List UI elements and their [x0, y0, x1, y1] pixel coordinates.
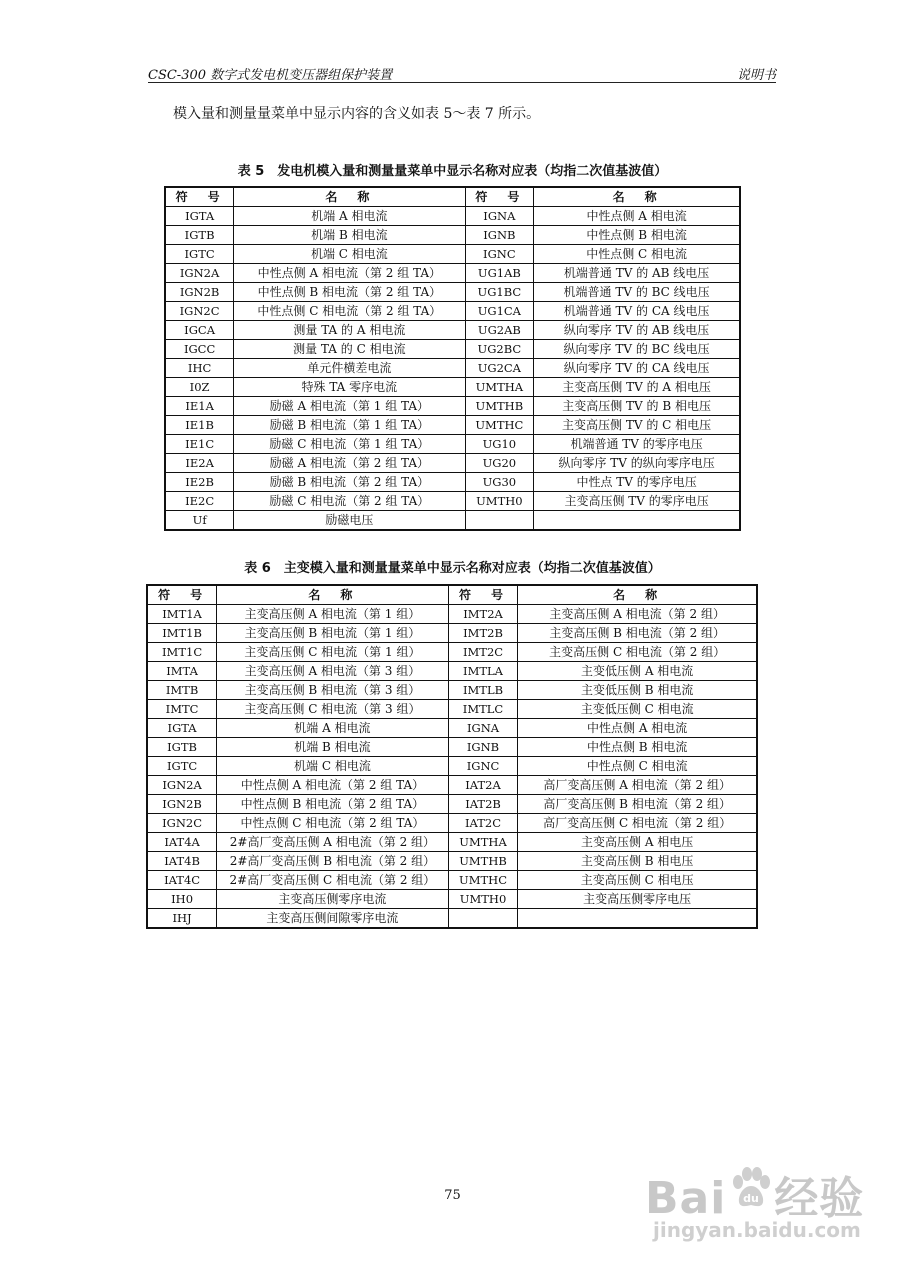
table6-name-cell: 主变高压侧 A 相电流（第 3 组）	[217, 662, 449, 681]
table6-symbol-cell: UMTHC	[448, 871, 518, 890]
table6-row	[147, 662, 757, 681]
header-title: CSC-300 数字式发电机变压器组保护装置	[148, 68, 393, 83]
table6-name-cell: 主变低压侧 B 相电流	[518, 681, 757, 700]
table6-row	[147, 738, 757, 757]
table5-name-cell: 机端普通 TV 的零序电压	[534, 435, 740, 454]
table5-name-cell: 励磁 A 相电流（第 1 组 TA）	[234, 397, 465, 416]
table5-name-cell: 中性点 TV 的零序电压	[534, 473, 740, 492]
table5-header-name: 名 称	[234, 187, 465, 207]
table6-name-cell: 主变低压侧 A 相电流	[518, 662, 757, 681]
table6-name-cell: 主变高压侧零序电流	[217, 890, 449, 909]
table6-symbol-cell: IMTB	[147, 681, 217, 700]
table5-symbol-cell: IGTA	[165, 207, 234, 226]
table6-symbol-cell: IMT2B	[448, 624, 518, 643]
table5-name-cell: 纵向零序 TV 的 BC 线电压	[534, 340, 740, 359]
table6-row	[147, 833, 757, 852]
table6-symbol-cell: IMT1B	[147, 624, 217, 643]
table5-header-symbol: 符 号	[165, 187, 234, 207]
table5-name-cell: 中性点侧 C 相电流	[534, 245, 740, 264]
table5-symbol-cell: UG1BC	[465, 283, 534, 302]
table5-symbol-cell: UMTHC	[465, 416, 534, 435]
table5-name-cell: 机端 B 相电流	[234, 226, 465, 245]
table5-symbol-cell: IGTC	[165, 245, 234, 264]
table6-name-cell: 中性点侧 C 相电流	[518, 757, 757, 776]
baidu-jingyan-watermark	[645, 1162, 875, 1252]
table6-symbol-cell: IAT2A	[448, 776, 518, 795]
table6-row	[147, 852, 757, 871]
table6-name-cell: 高厂变高压侧 C 相电流（第 2 组）	[518, 814, 757, 833]
table5-name-cell: 机端 A 相电流	[234, 207, 465, 226]
table5-name-cell: 机端普通 TV 的 CA 线电压	[534, 302, 740, 321]
table6-name-cell: 主变高压侧 C 相电流（第 3 组）	[217, 700, 449, 719]
table6-row	[147, 605, 757, 624]
table6-symbol-cell: IGNB	[448, 738, 518, 757]
table6-symbol-cell: IAT2C	[448, 814, 518, 833]
table5-name-cell: 测量 TA 的 C 相电流	[234, 340, 465, 359]
table6-name-cell: 主变高压侧 B 相电流（第 3 组）	[217, 681, 449, 700]
table5-row	[165, 397, 740, 416]
table6-header-symbol: 符 号	[147, 585, 217, 605]
table5-row	[165, 245, 740, 264]
table6-name-cell: 2#高厂变高压侧 B 相电流（第 2 组）	[217, 852, 449, 871]
table6-name-cell: 主变高压侧 C 相电流（第 1 组）	[217, 643, 449, 662]
table5-name-cell: 特殊 TA 零序电流	[234, 378, 465, 397]
table6-name-cell: 机端 B 相电流	[217, 738, 449, 757]
table6-name-cell: 主变高压侧 B 相电压	[518, 852, 757, 871]
table6-header-name: 名 称	[518, 585, 757, 605]
table5-symbol-cell: IE1A	[165, 397, 234, 416]
table5-name-cell: 励磁 C 相电流（第 1 组 TA）	[234, 435, 465, 454]
table5-name-cell: 单元件横差电流	[234, 359, 465, 378]
paw-icon	[729, 1166, 773, 1210]
table6-name-cell: 中性点侧 A 相电流（第 2 组 TA）	[217, 776, 449, 795]
table6-row	[147, 890, 757, 909]
table5-symbol-cell: IGN2A	[165, 264, 234, 283]
table6-symbol-cell	[448, 909, 518, 929]
table6-header-name: 名 称	[217, 585, 449, 605]
table6-symbol-cell: IGTC	[147, 757, 217, 776]
table5-name-cell: 机端 C 相电流	[234, 245, 465, 264]
table6-row	[147, 757, 757, 776]
table5-row	[165, 340, 740, 359]
table5-symbol-cell: IGCC	[165, 340, 234, 359]
table6-symbol-cell: IMTA	[147, 662, 217, 681]
table6-row	[147, 795, 757, 814]
table5-row	[165, 359, 740, 378]
table6-row	[147, 814, 757, 833]
table6-header-symbol: 符 号	[448, 585, 518, 605]
table6-name-cell: 中性点侧 C 相电流（第 2 组 TA）	[217, 814, 449, 833]
table5-body	[165, 207, 740, 531]
watermark-brand: Bai 经验	[645, 1173, 865, 1224]
table5-symbol-cell: UG2BC	[465, 340, 534, 359]
page-number: 75	[444, 1188, 461, 1203]
table6-symbol-cell: IMT2C	[448, 643, 518, 662]
table5-row	[165, 264, 740, 283]
table5-row	[165, 435, 740, 454]
page-header	[148, 62, 776, 83]
table6-symbol-cell: IAT4C	[147, 871, 217, 890]
table5-symbol-cell: IE2A	[165, 454, 234, 473]
table6-symbol-cell: IMT2A	[448, 605, 518, 624]
table6-name-cell: 主变高压侧 A 相电流（第 2 组）	[518, 605, 757, 624]
header-doc-type: 说明书	[736, 68, 776, 83]
table5-name-cell: 机端普通 TV 的 BC 线电压	[534, 283, 740, 302]
table5-name-cell: 纵向零序 TV 的 CA 线电压	[534, 359, 740, 378]
table5-header-name: 名 称	[534, 187, 740, 207]
table6-caption: 表 6 主变模入量和测量量菜单中显示名称对应表（均指二次值基波值）	[244, 561, 661, 576]
table6-row	[147, 909, 757, 929]
table5-name-cell: 励磁 B 相电流（第 1 组 TA）	[234, 416, 465, 435]
table6-name-cell: 机端 C 相电流	[217, 757, 449, 776]
table6-symbol-cell: IGTA	[147, 719, 217, 738]
table6-symbol-cell: IMTLB	[448, 681, 518, 700]
table6-name-cell: 主变高压侧 C 相电压	[518, 871, 757, 890]
intro-paragraph: 模入量和测量量菜单中显示内容的含义如表 5～表 7 所示。	[173, 106, 541, 122]
table6-symbol-cell: UMTH0	[448, 890, 518, 909]
table6-name-cell: 主变高压侧 B 相电流（第 1 组）	[217, 624, 449, 643]
table6-row	[147, 643, 757, 662]
table6-name-cell: 机端 A 相电流	[217, 719, 449, 738]
table6-name-cell: 2#高厂变高压侧 A 相电流（第 2 组）	[217, 833, 449, 852]
table5-symbol-cell: IGN2B	[165, 283, 234, 302]
table6-symbol-cell: IGN2C	[147, 814, 217, 833]
table6-name-cell: 高厂变高压侧 B 相电流（第 2 组）	[518, 795, 757, 814]
watermark-url: jingyan.baidu.com	[653, 1218, 861, 1242]
table5-name-cell: 纵向零序 TV 的纵向零序电压	[534, 454, 740, 473]
table5-symbol-cell: IGCA	[165, 321, 234, 340]
table5-symbol-cell: IGTB	[165, 226, 234, 245]
table6-body	[147, 605, 757, 929]
table6-name-cell	[518, 909, 757, 929]
table5-name-cell: 主变高压侧 TV 的 A 相电压	[534, 378, 740, 397]
table6-symbol-cell: IAT2B	[448, 795, 518, 814]
table5-name-cell: 励磁 A 相电流（第 2 组 TA）	[234, 454, 465, 473]
table5-symbol-cell: UG1AB	[465, 264, 534, 283]
table5-name-cell: 励磁 B 相电流（第 2 组 TA）	[234, 473, 465, 492]
table5-symbol-cell: IE1C	[165, 435, 234, 454]
table6-symbol-cell: IHJ	[147, 909, 217, 929]
table5-symbol-cell: IE2C	[165, 492, 234, 511]
table6-row	[147, 624, 757, 643]
table6-name-cell: 中性点侧 B 相电流	[518, 738, 757, 757]
table5-name-cell: 中性点侧 A 相电流	[534, 207, 740, 226]
table5-symbol-cell	[465, 511, 534, 531]
table5-symbol-cell: IE2B	[165, 473, 234, 492]
table6	[146, 584, 758, 929]
table5-name-cell: 纵向零序 TV 的 AB 线电压	[534, 321, 740, 340]
table6-name-cell: 主变高压侧 A 相电流（第 1 组）	[217, 605, 449, 624]
table5-name-cell: 中性点侧 A 相电流（第 2 组 TA）	[234, 264, 465, 283]
table6-row	[147, 700, 757, 719]
table6-header-row	[147, 585, 757, 605]
table6-name-cell: 2#高厂变高压侧 C 相电流（第 2 组）	[217, 871, 449, 890]
table5-name-cell: 励磁 C 相电流（第 2 组 TA）	[234, 492, 465, 511]
table5-symbol-cell: UG2AB	[465, 321, 534, 340]
table5-row	[165, 454, 740, 473]
table6-symbol-cell: IGN2B	[147, 795, 217, 814]
table6-symbol-cell: IAT4A	[147, 833, 217, 852]
table6-name-cell: 主变高压侧 A 相电压	[518, 833, 757, 852]
table5-symbol-cell: UG20	[465, 454, 534, 473]
table5-symbol-cell: UMTHB	[465, 397, 534, 416]
table6-symbol-cell: IMTLC	[448, 700, 518, 719]
table6-row	[147, 719, 757, 738]
table6-name-cell: 中性点侧 B 相电流（第 2 组 TA）	[217, 795, 449, 814]
table5-symbol-cell: Uf	[165, 511, 234, 531]
table5-name-cell	[534, 511, 740, 531]
table6-row	[147, 681, 757, 700]
table5-symbol-cell: IGNA	[465, 207, 534, 226]
table5-symbol-cell: IGNB	[465, 226, 534, 245]
table6-row	[147, 776, 757, 795]
table6-name-cell: 中性点侧 A 相电流	[518, 719, 757, 738]
table5-row	[165, 511, 740, 531]
table5-row	[165, 321, 740, 340]
table6-name-cell: 主变高压侧零序电压	[518, 890, 757, 909]
table6-symbol-cell: IMTLA	[448, 662, 518, 681]
table5-symbol-cell: UMTH0	[465, 492, 534, 511]
table5-row	[165, 226, 740, 245]
table5-symbol-cell: IE1B	[165, 416, 234, 435]
table5-name-cell: 主变高压侧 TV 的零序电压	[534, 492, 740, 511]
table6-name-cell: 主变高压侧间隙零序电流	[217, 909, 449, 929]
table5-symbol-cell: UG2CA	[465, 359, 534, 378]
table5-row	[165, 416, 740, 435]
table5	[164, 186, 741, 531]
table5-name-cell: 主变高压侧 TV 的 C 相电压	[534, 416, 740, 435]
table6-symbol-cell: IMT1C	[147, 643, 217, 662]
table6-symbol-cell: UMTHB	[448, 852, 518, 871]
svg-text:du: du	[743, 1192, 759, 1205]
table6-symbol-cell: IGNA	[448, 719, 518, 738]
table5-name-cell: 中性点侧 B 相电流	[534, 226, 740, 245]
table6-symbol-cell: IMTC	[147, 700, 217, 719]
table6-name-cell: 主变高压侧 B 相电流（第 2 组）	[518, 624, 757, 643]
table5-symbol-cell: IGN2C	[165, 302, 234, 321]
table5-header-symbol: 符 号	[465, 187, 534, 207]
table5-row	[165, 378, 740, 397]
table5-name-cell: 中性点侧 B 相电流（第 2 组 TA）	[234, 283, 465, 302]
table6-symbol-cell: IGNC	[448, 757, 518, 776]
table5-symbol-cell: IGNC	[465, 245, 534, 264]
table5-name-cell: 主变高压侧 TV 的 B 相电压	[534, 397, 740, 416]
table6-symbol-cell: IAT4B	[147, 852, 217, 871]
table6-symbol-cell: UMTHA	[448, 833, 518, 852]
table5-symbol-cell: UG1CA	[465, 302, 534, 321]
table5-symbol-cell: UG30	[465, 473, 534, 492]
table5-name-cell: 测量 TA 的 A 相电流	[234, 321, 465, 340]
table6-symbol-cell: IGN2A	[147, 776, 217, 795]
table6-symbol-cell: IH0	[147, 890, 217, 909]
table6-name-cell: 高厂变高压侧 A 相电流（第 2 组）	[518, 776, 757, 795]
table5-row	[165, 207, 740, 226]
table6-symbol-cell: IGTB	[147, 738, 217, 757]
table6-name-cell: 主变高压侧 C 相电流（第 2 组）	[518, 643, 757, 662]
table5-symbol-cell: I0Z	[165, 378, 234, 397]
table6-row	[147, 871, 757, 890]
table6-symbol-cell: IMT1A	[147, 605, 217, 624]
table5-symbol-cell: UG10	[465, 435, 534, 454]
table5-symbol-cell: UMTHA	[465, 378, 534, 397]
table5-name-cell: 中性点侧 C 相电流（第 2 组 TA）	[234, 302, 465, 321]
table5-row	[165, 302, 740, 321]
table5-row	[165, 473, 740, 492]
table5-caption: 表 5 发电机模入量和测量量菜单中显示名称对应表（均指二次值基波值）	[237, 164, 668, 179]
table5-symbol-cell: IHC	[165, 359, 234, 378]
table5-row	[165, 283, 740, 302]
table5-header-row	[165, 187, 740, 207]
table5-row	[165, 492, 740, 511]
table5-name-cell: 励磁电压	[234, 511, 465, 531]
table6-name-cell: 主变低压侧 C 相电流	[518, 700, 757, 719]
table5-name-cell: 机端普通 TV 的 AB 线电压	[534, 264, 740, 283]
